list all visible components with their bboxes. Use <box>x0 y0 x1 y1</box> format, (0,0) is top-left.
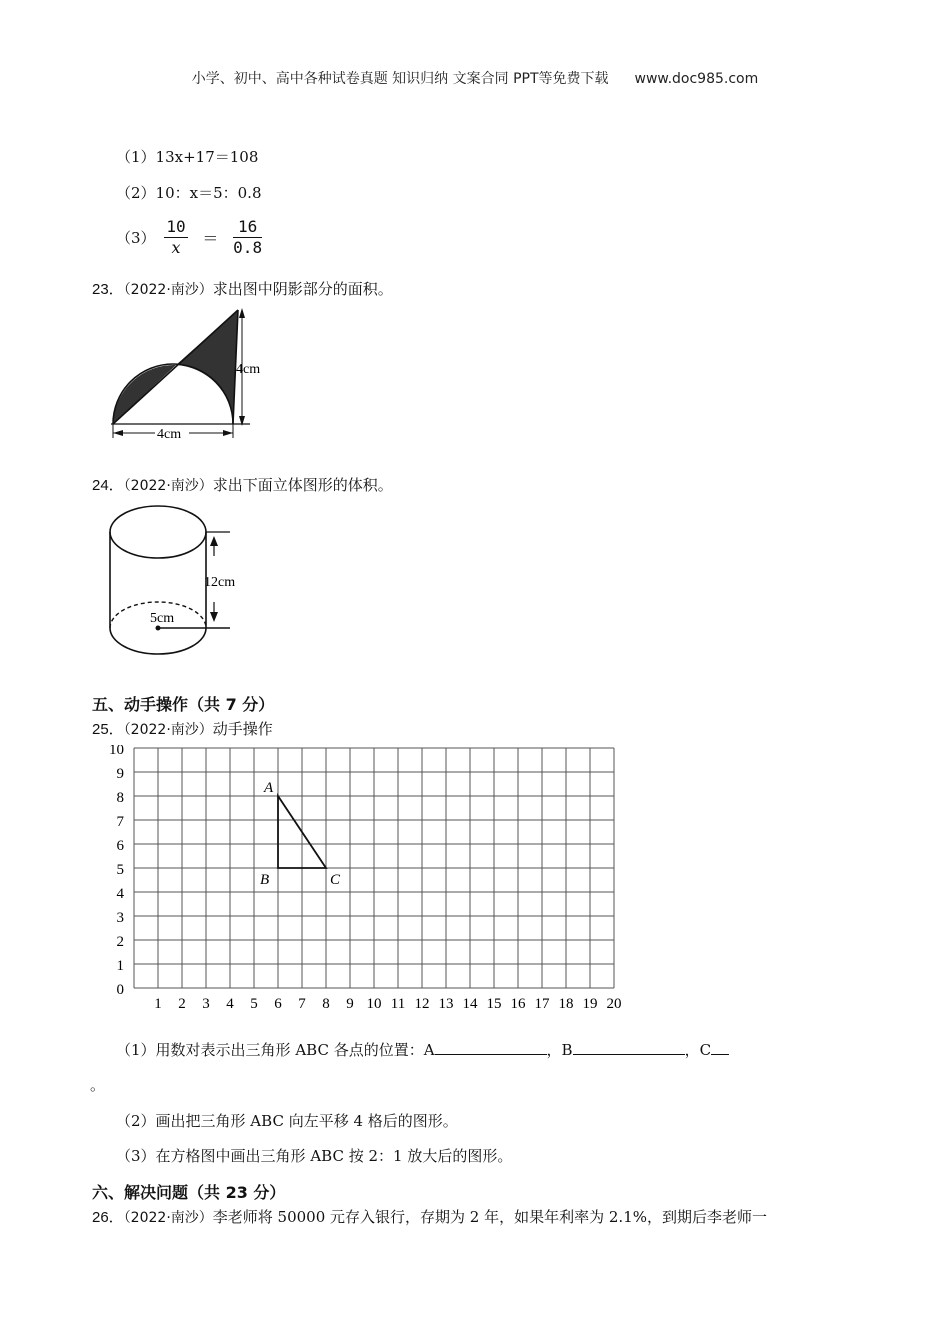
question-25-source: （2022·南沙） <box>123 722 213 738</box>
x-tick-label: 5 <box>250 996 258 1012</box>
vertex-label-c: C <box>330 872 341 888</box>
x-tick-label: 10 <box>366 996 382 1012</box>
y-tick-label: 1 <box>116 958 124 974</box>
question-23-source: （2022·南沙） <box>123 282 213 298</box>
x-tick-label: 2 <box>178 996 186 1012</box>
sub-question-1-text: （1）用数对表示出三角形 ABC 各点的位置：A <box>116 1041 435 1059</box>
page-header <box>0 68 950 88</box>
question-25-number: 25． <box>92 721 124 738</box>
shaded-area-figure <box>100 300 280 445</box>
x-tick-label: 18 <box>558 996 574 1012</box>
base-arrow-left <box>113 430 123 436</box>
x-tick-label: 11 <box>390 996 406 1012</box>
x-tick-label: 4 <box>226 996 234 1012</box>
height-arrow-up <box>239 308 245 318</box>
answer-blank-a[interactable] <box>435 1038 547 1055</box>
cylinder-height-label: 12cm <box>204 575 236 590</box>
y-tick-label: 3 <box>116 910 124 926</box>
x-tick-label: 17 <box>534 996 550 1012</box>
height-label: 4cm <box>236 362 261 377</box>
y-tick-label: 2 <box>116 934 124 950</box>
vertex-label-a: A <box>264 780 274 796</box>
question-26-source: （2022·南沙） <box>123 1210 213 1226</box>
x-tick-label: 19 <box>582 996 598 1012</box>
question-24-source: （2022·南沙） <box>123 478 213 494</box>
equals-sign: ＝ <box>202 229 219 248</box>
question-26-number: 26． <box>92 1209 124 1226</box>
question-25-text: 动手操作 <box>212 720 273 738</box>
sub-question-1-b: ，B <box>546 1041 573 1059</box>
coordinate-grid <box>100 745 630 1020</box>
y-tick-label: 10 <box>109 745 124 758</box>
radius-label: 5cm <box>150 611 175 626</box>
fraction-right-numerator: 16 <box>233 217 262 238</box>
y-tick-label: 5 <box>116 862 124 878</box>
question-24 <box>92 474 393 495</box>
base-arrow-right <box>223 430 233 436</box>
sub-question-1 <box>116 1038 729 1060</box>
shaded-region-right <box>176 310 238 424</box>
sub-question-2: （2）画出把三角形 ABC 向左平移 4 格后的图形。 <box>116 1112 458 1130</box>
sub-question-1-c: ，C <box>684 1041 712 1059</box>
question-26-text: 李老师将 50000 元存入银行，存期为 2 年，如果年利率为 2.1%，到期后李老师一 <box>212 1208 767 1226</box>
answer-blank-c[interactable] <box>711 1038 729 1055</box>
height-arrow-up-icon <box>210 536 218 546</box>
x-tick-label: 9 <box>346 996 354 1012</box>
y-tick-label: 8 <box>116 790 124 806</box>
question-23 <box>92 278 393 299</box>
y-tick-label: 6 <box>116 838 124 854</box>
fraction-left-numerator: 10 <box>166 217 186 236</box>
y-tick-label: 0 <box>116 982 124 998</box>
vertex-label-b: B <box>260 872 270 888</box>
equation-3-label: （3） <box>116 229 156 247</box>
x-tick-label: 14 <box>462 996 478 1012</box>
answer-blank-b[interactable] <box>573 1038 685 1055</box>
equation-1: （1）13x+17＝108 <box>116 148 259 166</box>
x-tick-label: 13 <box>438 996 454 1012</box>
x-tick-label: 16 <box>510 996 526 1012</box>
x-tick-label: 8 <box>322 996 330 1012</box>
question-24-text: 求出下面立体图形的体积。 <box>212 476 393 494</box>
fraction-left-denominator: x <box>171 238 181 257</box>
cylinder-figure <box>100 498 260 663</box>
x-tick-label: 12 <box>414 996 430 1012</box>
section-6-title: 六、解决问题（共 23 分） <box>92 1183 286 1202</box>
sub-question-3: （3）在方格图中画出三角形 ABC 按 2：1 放大后的图形。 <box>116 1147 513 1165</box>
x-tick-label: 7 <box>298 996 306 1012</box>
y-tick-label: 9 <box>116 766 124 782</box>
y-tick-label: 7 <box>116 814 124 830</box>
base-label: 4cm <box>157 427 182 442</box>
question-25 <box>92 718 273 739</box>
x-tick-label: 20 <box>606 996 622 1012</box>
x-tick-label: 1 <box>154 996 162 1012</box>
fraction-right <box>233 217 262 258</box>
header-text: 小学、初中、高中各种试卷真题 知识归纳 文案合同 PPT等免费下载 <box>191 71 609 87</box>
y-tick-label: 4 <box>116 886 124 902</box>
height-arrow-down-icon <box>210 612 218 622</box>
question-23-number: 23． <box>92 281 124 298</box>
header-site: www.doc985.com <box>634 71 759 87</box>
cylinder-top-ellipse <box>110 506 206 558</box>
question-23-text: 求出图中阴影部分的面积。 <box>212 280 393 298</box>
cylinder-bottom-front <box>110 628 206 654</box>
fraction-left <box>164 217 187 258</box>
x-tick-label: 3 <box>202 996 210 1012</box>
sub-question-1-end: 。 <box>90 1076 106 1094</box>
x-tick-label: 15 <box>486 996 502 1012</box>
question-26 <box>92 1206 767 1227</box>
equation-2: （2）10：x＝5：0.8 <box>116 184 262 202</box>
question-24-number: 24． <box>92 477 124 494</box>
x-tick-label: 6 <box>274 996 282 1012</box>
equation-3 <box>116 217 266 258</box>
fraction-right-denominator: 0.8 <box>233 238 263 257</box>
section-5-title: 五、动手操作（共 7 分） <box>92 695 275 714</box>
